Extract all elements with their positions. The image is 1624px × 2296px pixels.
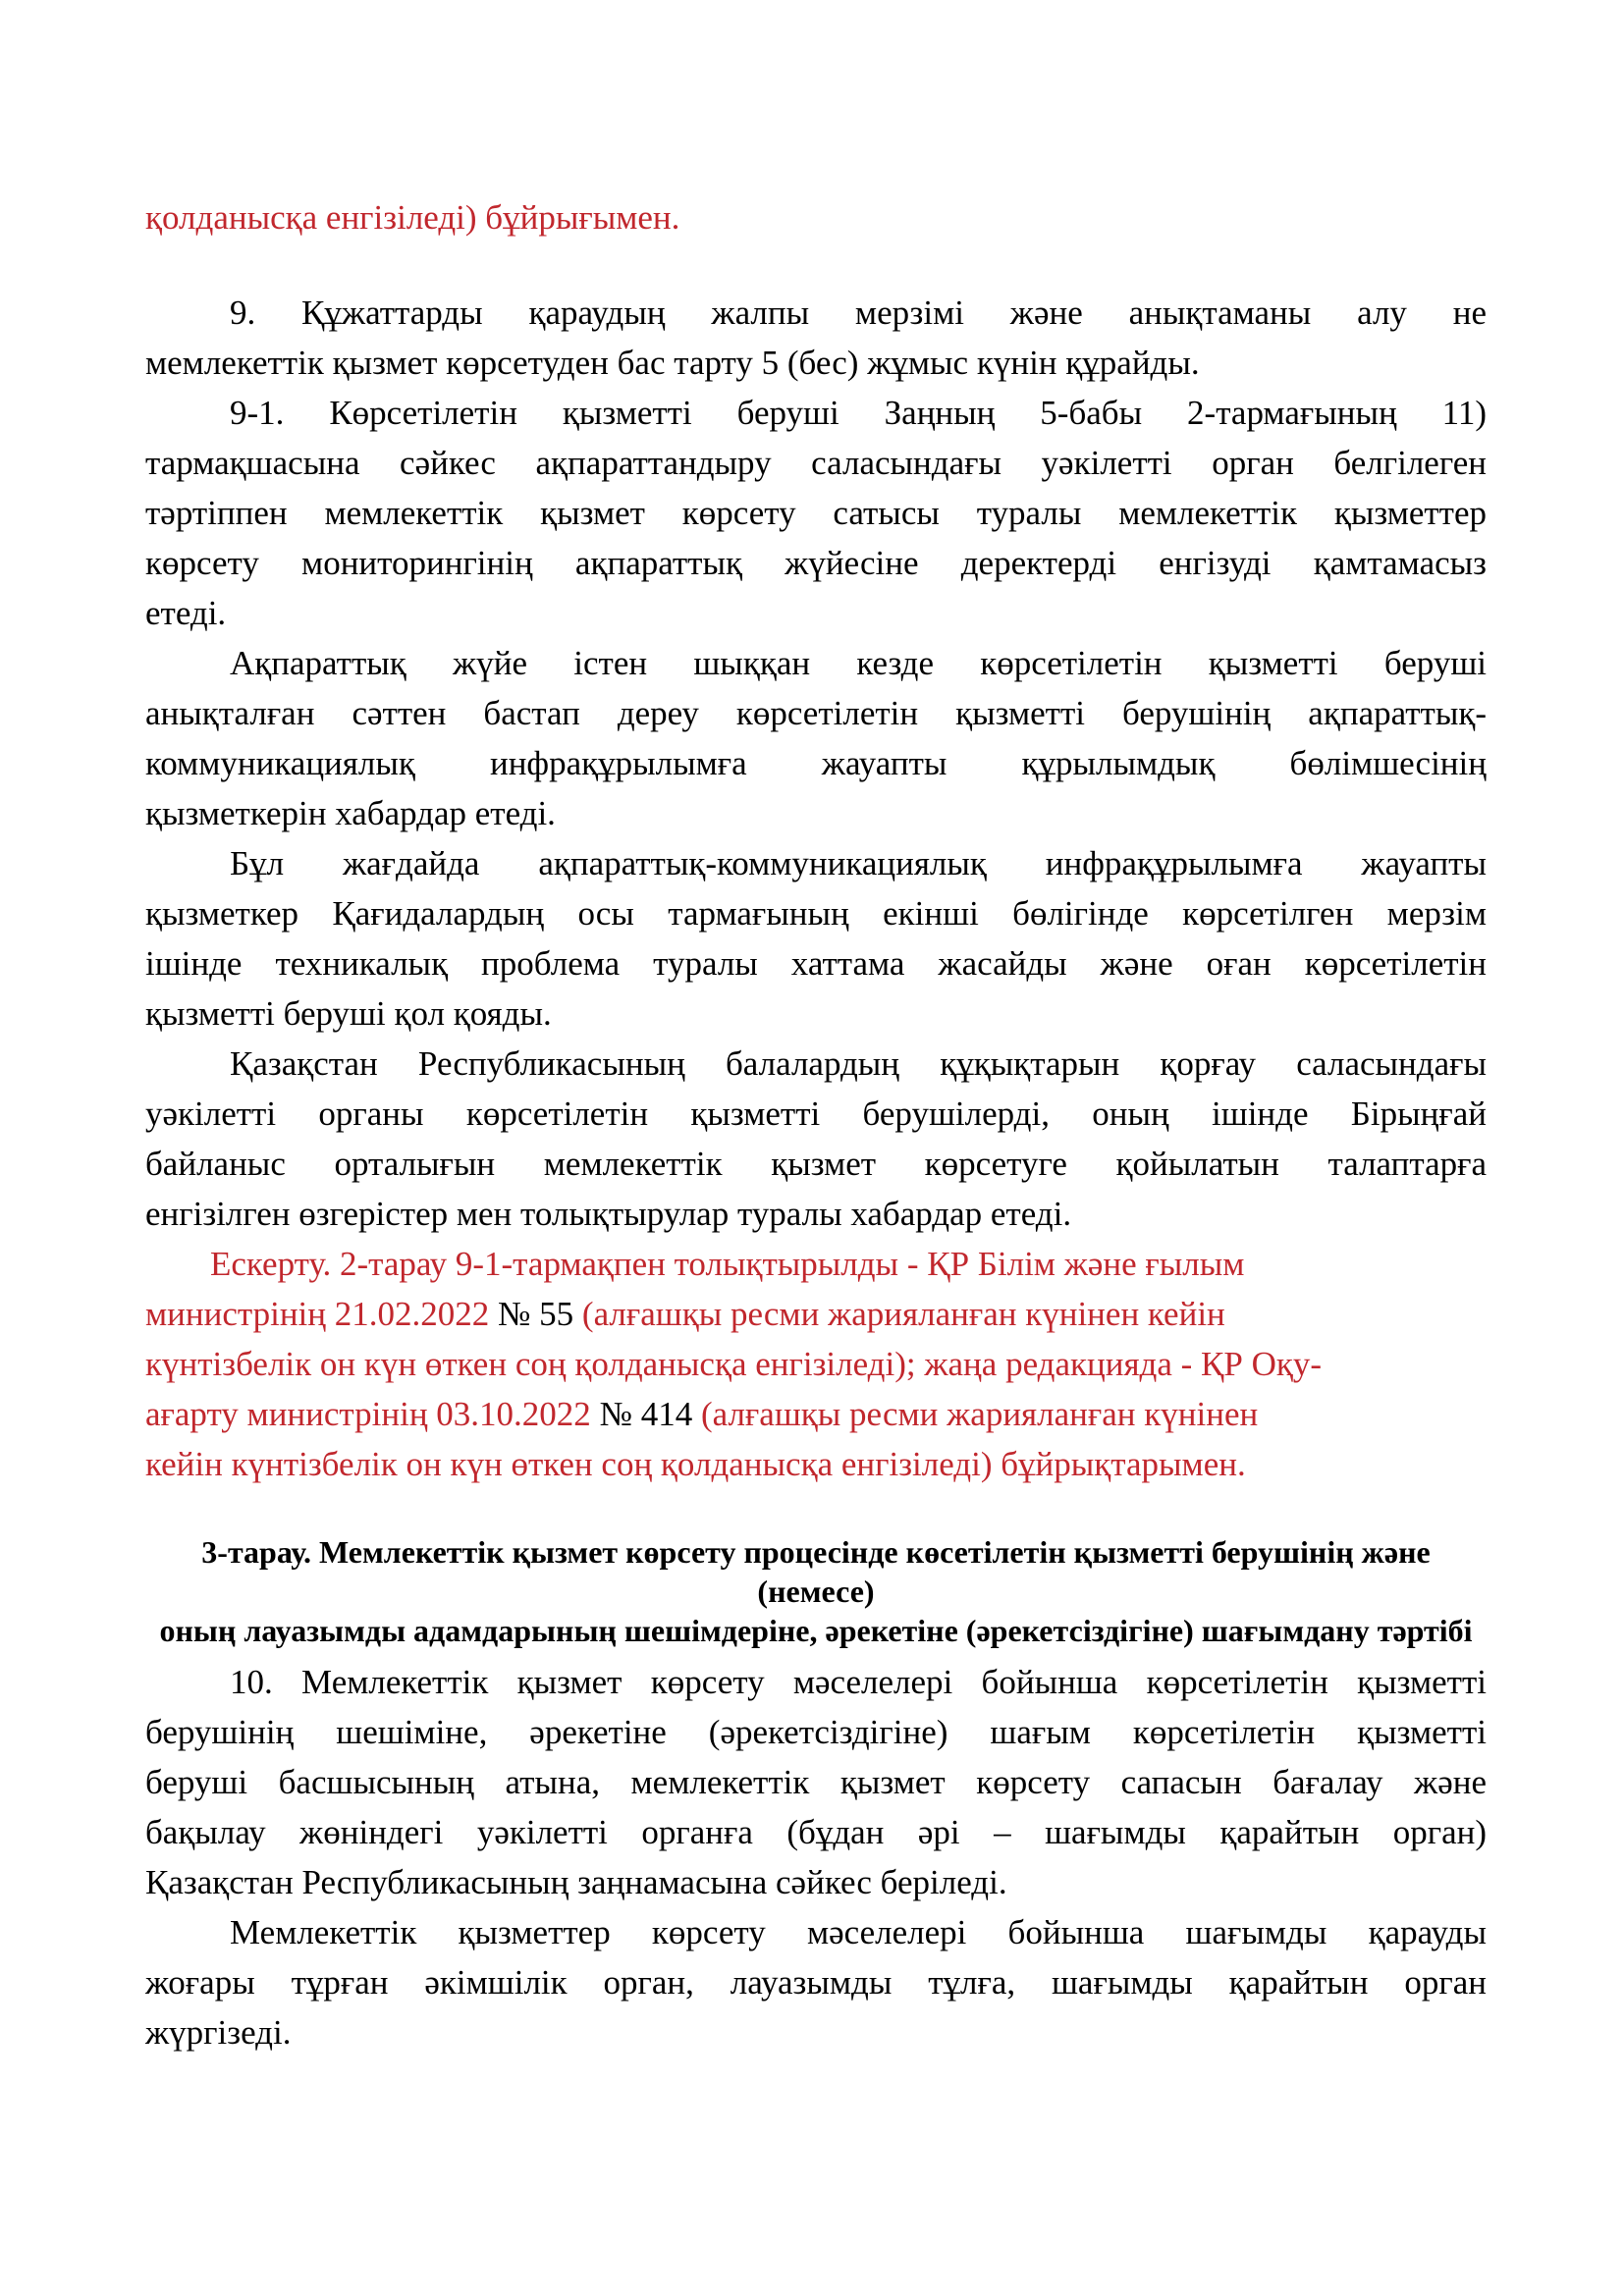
heading-line: оның лауазымды адамдарының шешімдеріне, әрекетіне (әрекетсіздігіне) шағымдану тәртібі — [159, 1613, 1473, 1648]
opening-red-line: қолданысқа енгізіледі) бұйрығымен. — [145, 198, 680, 237]
text-line: тармақшасына сәйкес ақпараттандыру саласындағы уәкілетті орган белгілеген — [145, 444, 1487, 482]
text-line: мемлекеттік қызмет көрсетуден бас тарту 5 (бес) жұмыс күнін құрайды. — [145, 344, 1200, 382]
paragraph-9-1 — [145, 388, 1487, 638]
text-line — [145, 1389, 1487, 1439]
text-line: тәртіппен мемлекеттік қызмет көрсету сатысы туралы мемлекеттік қызметтер — [145, 494, 1487, 532]
amendment-notice — [145, 1239, 1487, 1489]
text-line: бақылау жөніндегі уәкілетті органға (бұдан әрі – шағымды қарайтын орган) — [145, 1813, 1487, 1851]
document-content — [145, 192, 1487, 2057]
paragraph-9 — [145, 288, 1487, 388]
paragraph-bul-zhagdaida — [145, 838, 1487, 1039]
heading-line: 3-тарау. Мемлекеттік қызмет көрсету процесінде көсетілетін қызметті берушінің және (немесе) — [201, 1534, 1431, 1609]
order-number-55: № 55 — [498, 1295, 574, 1333]
notice-segment: (алғашқы ресми жарияланған күнінен кейін — [573, 1295, 1225, 1333]
notice-segment: (алғашқы ресми жарияланған күнінен — [692, 1395, 1259, 1433]
text-line: қызметкер Қағидалардың осы тармағының екінші бөлігінде көрсетілген мерзім — [145, 894, 1487, 933]
spacer — [145, 242, 1487, 288]
text-line: уәкілетті органы көрсетілетін қызметті берушілерді, оның ішінде Бірыңғай — [145, 1095, 1487, 1133]
text-line: байланыс орталығын мемлекеттік қызмет көрсетуге қойылатын талаптарға — [145, 1145, 1487, 1183]
text-line: кейін күнтізбелік он күн өткен соң қолданысқа енгізіледі) бұйрықтарымен. — [145, 1445, 1246, 1483]
text-line: Ескерту. 2-тарау 9-1-тармақпен толықтырылды - ҚР Білім және ғылым — [210, 1245, 1245, 1283]
text-line: 9. Құжаттарды қараудың жалпы мерзімі және анықтаманы алу не — [230, 294, 1487, 332]
text-line: жүргізеді. — [145, 2013, 292, 2052]
text-line: ішінде техникалық проблема туралы хаттама жасайды және оған көрсетілетін — [145, 944, 1487, 983]
paragraph-info-system — [145, 638, 1487, 838]
text-line: 9-1. Көрсетілетін қызметті беруші Заңның 5-бабы 2-тармағының 11) — [230, 394, 1487, 432]
chapter-3-heading — [145, 1532, 1487, 1650]
text-line: енгізілген өзгерістер мен толықтырулар туралы хабардар етеді. — [145, 1195, 1072, 1233]
notice-segment: министрінің 21.02.2022 — [145, 1295, 499, 1333]
text-line: көрсету мониторингінің ақпараттық жүйесіне деректерді енгізуді қамтамасыз — [145, 544, 1487, 582]
text-line: жоғары тұрған әкімшілік орган, лауазымды тұлға, шағымды қарайтын орган — [145, 1963, 1487, 2002]
text-line: Қазақстан Республикасының балалардың құқықтарын қорғау саласындағы — [230, 1044, 1487, 1083]
text-line: қызметті беруші қол қояды. — [145, 994, 552, 1033]
spacer — [145, 1650, 1487, 1657]
text-line: Бұл жағдайда ақпараттық-коммуникациялық инфрақұрылымға жауапты — [230, 844, 1487, 882]
order-number-414: № 414 — [599, 1395, 693, 1433]
paragraph-kazakhstan — [145, 1039, 1487, 1239]
paragraph-10 — [145, 1657, 1487, 1907]
text-line: берушінің шешіміне, әрекетіне (әрекетсіздігіне) шағым көрсетілетін қызметті — [145, 1713, 1487, 1751]
text-line: етеді. — [145, 594, 227, 632]
text-line: Қазақстан Республикасының заңнамасына сәйкес беріледі. — [145, 1863, 1007, 1901]
text-line: Ақпараттық жүйе істен шыққан кезде көрсетілетін қызметті беруші — [230, 644, 1487, 682]
notice-segment: ағарту министрінің 03.10.2022 — [145, 1395, 600, 1433]
text-line: Мемлекеттік қызметтер көрсету мәселелері бойынша шағымды қарауды — [230, 1913, 1487, 1951]
paragraph-complaint-review — [145, 1907, 1487, 2057]
text-line: анықталған сәттен бастап дереу көрсетілетін қызметті берушінің ақпараттық- — [145, 694, 1487, 732]
text-line: күнтізбелік он күн өткен соң қолданысқа енгізіледі); жаңа редакцияда - ҚР Оқу- — [145, 1345, 1323, 1383]
text-line: коммуникациялық инфрақұрылымға жауапты құрылымдық бөлімшесінің — [145, 744, 1487, 782]
spacer — [145, 1489, 1487, 1532]
text-line: 10. Мемлекеттік қызмет көрсету мәселелері бойынша көрсетілетін қызметті — [230, 1663, 1487, 1701]
text-line — [145, 1289, 1487, 1339]
text-line: беруші басшысының атына, мемлекеттік қызмет көрсету сапасын бағалау және — [145, 1763, 1487, 1801]
text-line: қызметкерін хабардар етеді. — [145, 794, 556, 832]
